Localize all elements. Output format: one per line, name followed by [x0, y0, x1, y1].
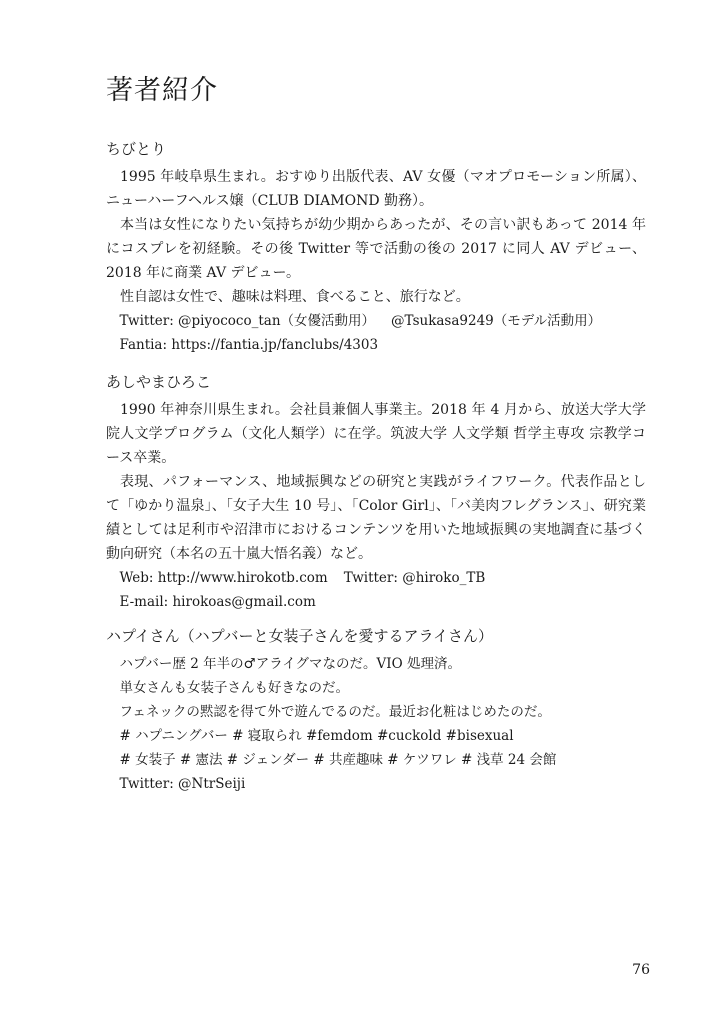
- bio-paragraph: 1995 年岐阜県生まれ。おすゆり出版代表、AV 女優（マオプロモーション所属）、ニューハーフヘルス嬢（CLUB DIAMOND 勤務）。: [106, 169, 646, 209]
- author-name: あしやまひろこ: [106, 373, 212, 391]
- bio-paragraph: 性自認は女性で、趣味は料理、食べること、旅行など。: [120, 289, 470, 305]
- author-bio-ashiyama: [106, 370, 646, 614]
- page-number: 76: [632, 962, 650, 978]
- twitter-handle: Twitter: @NtrSeiji: [119, 776, 246, 792]
- author-name: ハプイさん（ハプバーと女装子さんを愛するアライさん）: [106, 627, 494, 645]
- page-title: 著者紹介: [106, 75, 218, 106]
- bio-line: 単女さんも女装子さんも好きなのだ。: [119, 680, 349, 696]
- contact-line: [106, 566, 646, 590]
- bio-paragraph: 表現、パフォーマンス、地域振興などの研究と実践がライフワーク。代表作品として「ゆかり温泉」、「女子大生 10 号」、「Color Girl」、「バ美肉フレグランス」、研究業績としては足利市や沼津市におけるコンテンツを用いた地域振興の実地調査に基づく動向研究（本名の五十嵐大悟名義）など。: [106, 474, 646, 562]
- twitter-handle: Twitter: @hiroko_TB: [343, 570, 486, 586]
- fantia-link: Fantia: https://fantia.jp/fanclubs/4303: [119, 337, 379, 353]
- author-bio-chibitori: [106, 137, 646, 357]
- bio-paragraph: 1990 年神奈川県生まれ。会社員兼個人事業主。2018 年 4 月から、放送大学大学院人文学プログラム（文化人類学）に在学。筑波大学 人文学類 哲学主専攻 宗教学コース卒業。: [106, 402, 646, 466]
- web-link: Web: http://www.hirokotb.com: [119, 570, 328, 586]
- email-address: E-mail: hirokoas@gmail.com: [119, 594, 316, 610]
- author-name: ちびとり: [106, 140, 167, 158]
- twitter-handle: @Tsukasa9249（モデル活動用）: [391, 313, 602, 329]
- twitter-handle: Twitter: @piyococo_tan（女優活動用）: [119, 313, 376, 329]
- bio-line: ハプバー歴 2 年半の♂アライグマなのだ。VIO 処理済。: [119, 656, 461, 672]
- hashtag-line: # 女装子 # 憲法 # ジェンダー # 共産趣味 # ケツワレ # 浅草 24 会館: [119, 752, 557, 768]
- bio-paragraph: 本当は女性になりたい気持ちが幼少期からあったが、その言い訳もあって 2014 年にコスプレを初経験。その後 Twitter 等で活動の後の 2017 に同人 AV デビュー、2018 年に商業 AV デビュー。: [106, 217, 646, 281]
- hashtag-line: # ハプニングバー # 寝取られ #femdom #cuckold #bisexual: [119, 728, 514, 744]
- bio-line: フェネックの黙認を得て外で遊んでるのだ。最近お化粧はじめたのだ。: [119, 704, 551, 720]
- contact-line: [106, 309, 646, 333]
- author-bio-hapui: [106, 624, 646, 796]
